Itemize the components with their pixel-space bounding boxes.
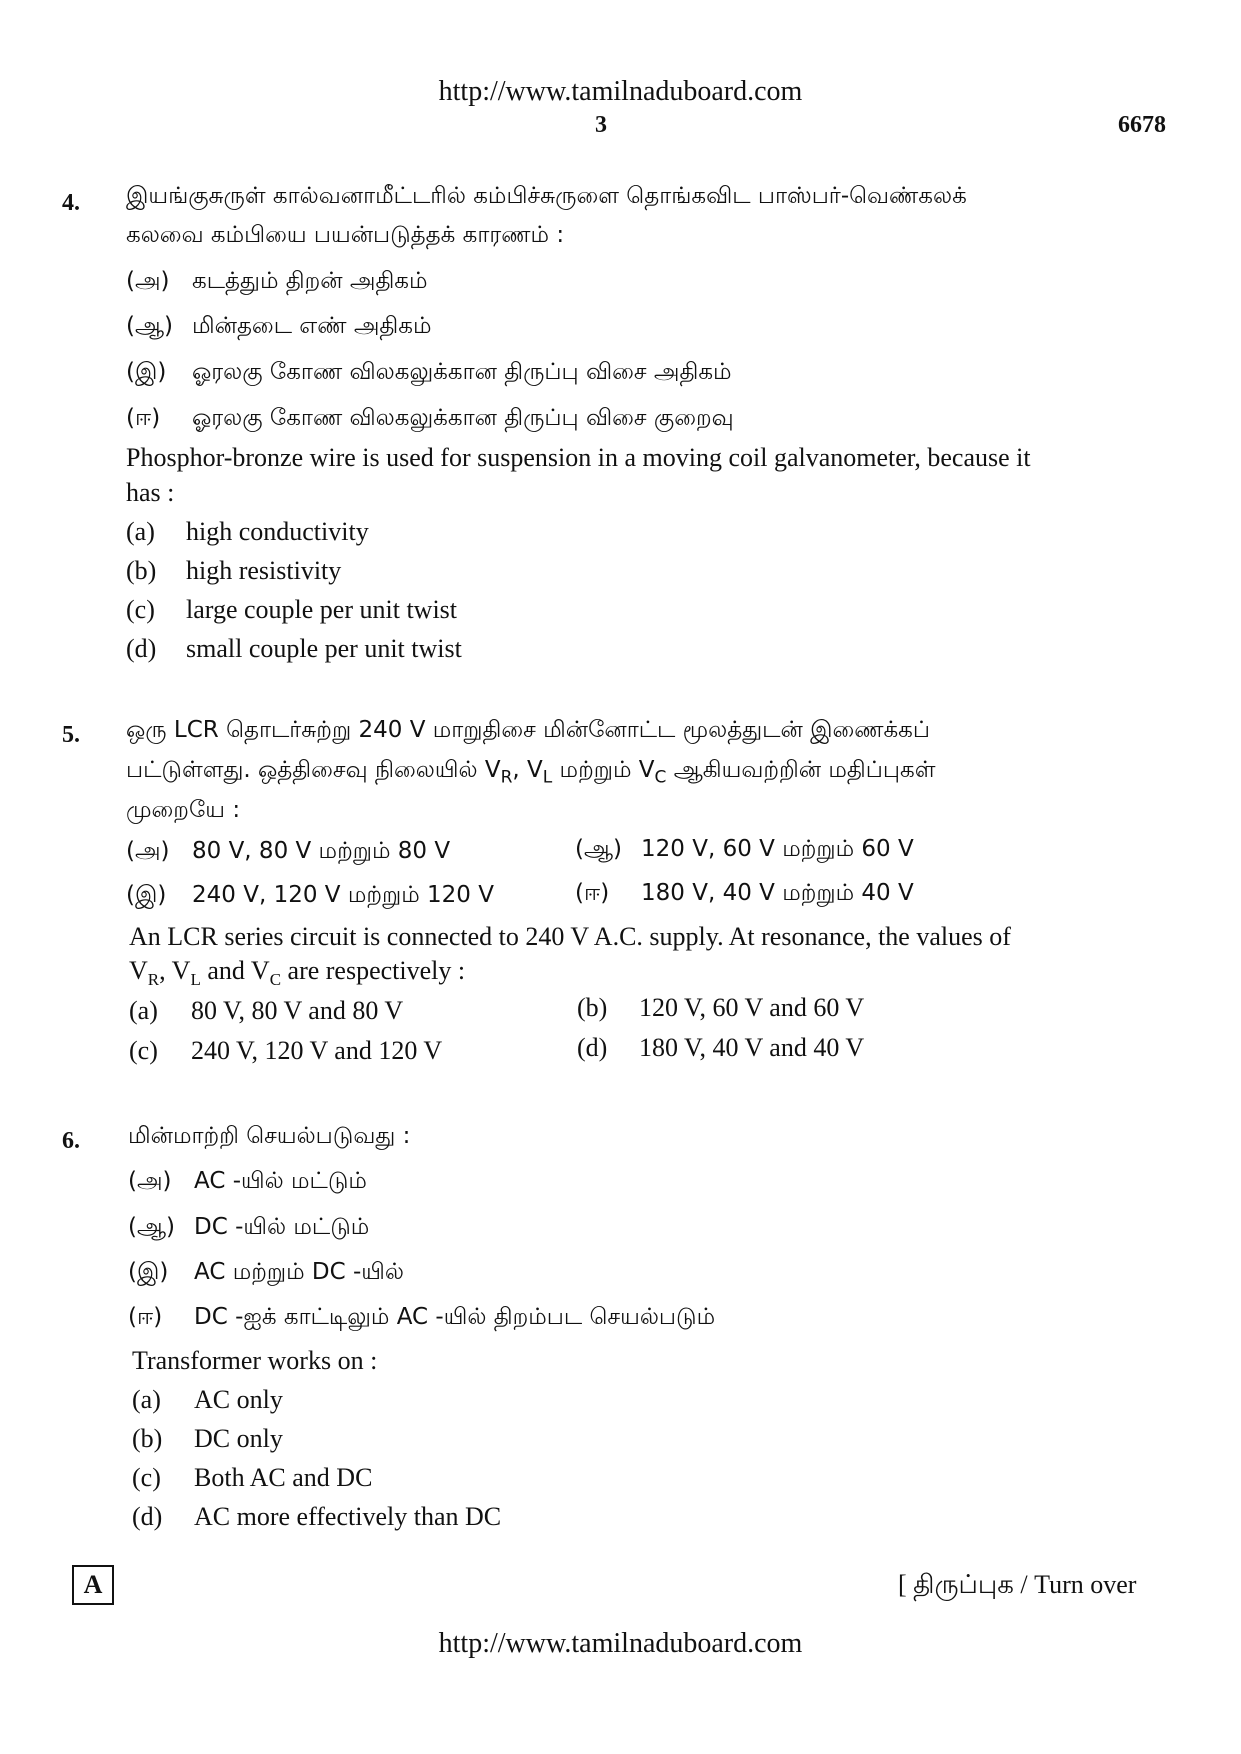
option-label: (b) xyxy=(126,556,157,585)
option-label: (a) xyxy=(129,996,158,1025)
english-option xyxy=(129,1036,442,1066)
tamil-option xyxy=(126,882,494,911)
english-option xyxy=(132,1463,372,1493)
question-number: 6. xyxy=(62,1128,80,1154)
tamil-option xyxy=(128,1214,369,1243)
option-text: கடத்தும் திறன் அதிகம் xyxy=(192,268,428,294)
option-label: (இ) xyxy=(126,882,167,908)
option-label: (c) xyxy=(132,1463,161,1492)
tamil-question-line: மின்மாற்றி செயல்படுவது : xyxy=(128,1123,411,1149)
tamil-option xyxy=(575,880,914,909)
english-option xyxy=(577,1033,864,1063)
tamil-question-line: பட்டுள்ளது. ஒத்திசைவு நிலையில் $V_R$, $V_L$ மற்றும் $V_C$ ஆகியவற்றின் மதிப்புகள் xyxy=(126,757,936,788)
option-text: large couple per unit twist xyxy=(186,595,458,624)
option-label: (ஈ) xyxy=(128,1304,163,1330)
option-label: (ஆ) xyxy=(128,1214,176,1240)
option-text: 80 V, 80 V மற்றும் 80 V xyxy=(192,838,451,864)
tamil-option xyxy=(126,405,734,434)
paper-code: 6678 xyxy=(1118,112,1166,138)
english-option xyxy=(129,996,403,1026)
footer-url: http://www.tamilnaduboard.com xyxy=(438,1628,803,1659)
option-label: (d) xyxy=(126,634,157,663)
english-option xyxy=(126,517,369,547)
option-text: Both AC and DC xyxy=(194,1463,373,1492)
option-text: DC -யில் மட்டும் xyxy=(194,1214,370,1240)
tamil-question-line: கலவை கம்பியை பயன்படுத்தக் காரணம் : xyxy=(126,222,565,248)
option-label: (d) xyxy=(132,1502,163,1531)
english-question-line: $V_R$, $V_L$ and $V_C$ are respectively : xyxy=(129,956,466,990)
option-text: high conductivity xyxy=(186,517,369,546)
option-label: (a) xyxy=(126,517,155,546)
option-text: AC -யில் மட்டும் xyxy=(194,1168,367,1194)
option-text: 180 V, 40 V மற்றும் 40 V xyxy=(641,880,914,906)
page-number: 3 xyxy=(595,112,607,138)
tamil-question-line: முறையே : xyxy=(126,797,241,823)
english-option xyxy=(126,556,341,586)
tamil-option xyxy=(575,836,914,865)
tamil-option xyxy=(126,359,732,388)
english-question-line: Transformer works on : xyxy=(132,1346,378,1375)
english-option xyxy=(126,634,462,664)
option-label: (c) xyxy=(126,595,155,624)
header-url: http://www.tamilnaduboard.com xyxy=(438,76,803,107)
option-label: (a) xyxy=(132,1385,161,1414)
option-text: small couple per unit twist xyxy=(186,634,462,663)
english-option xyxy=(132,1502,501,1532)
option-label: (அ) xyxy=(126,268,170,294)
version-box: A xyxy=(72,1565,114,1605)
option-label: (அ) xyxy=(128,1168,172,1194)
option-text: 120 V, 60 V and 60 V xyxy=(639,993,865,1022)
option-label: (ஈ) xyxy=(126,405,161,431)
option-label: (d) xyxy=(577,1033,608,1062)
tamil-option xyxy=(128,1304,715,1333)
turn-over-text: [ திருப்புக / Turn over xyxy=(898,1570,1137,1599)
english-option xyxy=(132,1385,283,1415)
english-option xyxy=(132,1424,283,1454)
option-label: (ஆ) xyxy=(575,836,623,862)
option-label: (ஈ) xyxy=(575,880,610,906)
option-label: (b) xyxy=(577,993,608,1022)
english-question-line: Phosphor-bronze wire is used for suspension in a moving coil galvanometer, because it xyxy=(126,443,1031,472)
option-text: AC only xyxy=(194,1385,283,1414)
english-option xyxy=(126,595,457,625)
option-text: 240 V, 120 V and 120 V xyxy=(191,1036,443,1065)
tamil-option xyxy=(128,1168,367,1197)
option-text: மின்தடை எண் அதிகம் xyxy=(192,313,432,339)
option-text: ஓரலகு கோண விலகலுக்கான திருப்பு விசை குறைவு xyxy=(192,405,734,431)
english-option xyxy=(577,993,864,1023)
question-number: 5. xyxy=(62,722,80,748)
option-text: AC more effectively than DC xyxy=(194,1502,502,1531)
option-label: (c) xyxy=(129,1036,158,1065)
tamil-option xyxy=(126,313,431,342)
tamil-option xyxy=(126,268,428,297)
option-text: high resistivity xyxy=(186,556,342,585)
option-text: DC only xyxy=(194,1424,283,1453)
option-label: (அ) xyxy=(126,838,170,864)
option-text: 120 V, 60 V மற்றும் 60 V xyxy=(641,836,914,862)
option-label: (b) xyxy=(132,1424,163,1453)
option-label: (இ) xyxy=(126,359,167,385)
tamil-option xyxy=(126,838,450,867)
option-label: (இ) xyxy=(128,1259,169,1285)
english-question-line: An LCR series circuit is connected to 240 V A.C. supply. At resonance, the values of xyxy=(129,922,1011,951)
tamil-question-line: ஒரு LCR தொடர்சுற்று 240 V மாறுதிசை மின்னோட்ட மூலத்துடன் இணைக்கப் xyxy=(126,717,931,743)
option-text: AC மற்றும் DC -யில் xyxy=(194,1259,404,1285)
option-text: 240 V, 120 V மற்றும் 120 V xyxy=(192,882,494,908)
option-text: DC -ஐக் காட்டிலும் AC -யில் திறம்பட செயல்படும் xyxy=(194,1304,716,1330)
english-question-line: has : xyxy=(126,478,175,507)
tamil-option xyxy=(128,1259,404,1288)
option-text: 80 V, 80 V and 80 V xyxy=(191,996,404,1025)
question-number: 4. xyxy=(62,190,80,216)
option-text: ஓரலகு கோண விலகலுக்கான திருப்பு விசை அதிகம் xyxy=(192,359,732,385)
option-label: (ஆ) xyxy=(126,313,174,339)
option-text: 180 V, 40 V and 40 V xyxy=(639,1033,865,1062)
tamil-question-line: இயங்குசுருள் கால்வனாமீட்டரில் கம்பிச்சுருளை தொங்கவிட பாஸ்பர்-வெண்கலக் xyxy=(126,183,967,209)
